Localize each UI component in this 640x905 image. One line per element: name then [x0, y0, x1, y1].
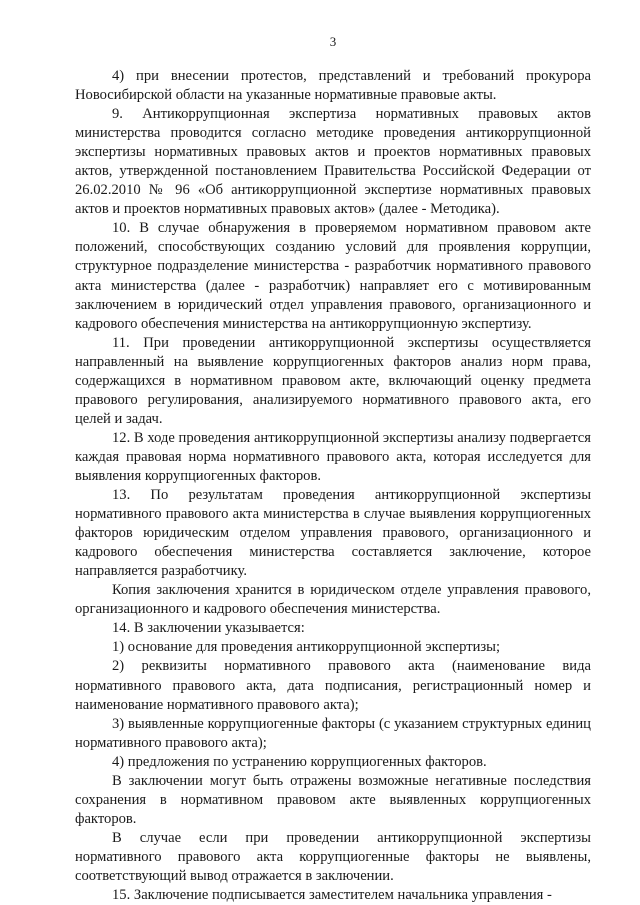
paragraph-list-item-1: 1) основание для проведения антикоррупционной экспертизы;: [112, 639, 501, 656]
paragraph-consequences: В заключении могут быть отражены возможные негативные последствия сохранения в нормативном правовом акте выявленных коррупциогенных факторов.: [75, 772, 591, 827]
paragraph-clause-12: 12. В ходе проведения антикоррупционной экспертизы анализу подвергается каждая правовая норма нормативного правового акта, которая исследуется для выявления коррупциогенных факторов.: [75, 429, 591, 484]
paragraph-list-item-3: 3) выявленные коррупциогенные факторы (с указанием структурных единиц нормативного правового акта);: [75, 715, 591, 751]
paragraph-list-item-2: 2) реквизиты нормативного правового акта (наименование вида нормативного правового акта, дата подписания, регистрационный номер и наименование нормативного правового акта);: [75, 658, 591, 713]
paragraph-item-4: 4) при внесении протестов, представлений и требований прокурора Новосибирской области на указанные нормативные правовые акты.: [75, 68, 591, 104]
paragraph-clause-11: 11. При проведении антикоррупционной экспертизы осуществляется направленный на выявление коррупциогенных факторов анализ норм права, содержащихся в нормативном правовом акте, включающий оценку предмета правового регулирования, анализируемого нормативного правового акта, его целей и задач.: [75, 334, 591, 427]
paragraph-copy-note: Копия заключения хранится в юридическом отделе управления правового, организационного и кадрового обеспечения министерства.: [75, 582, 591, 618]
paragraph-clause-10: 10. В случае обнаружения в проверяемом нормативном правовом акте положений, способствующих созданию условий для проявления коррупции, структурное подразделение министерства - разработчик нормативного правового акта министерства (далее - разработчик) направляет его с мотивированным заключением в юридический отдел управления правового, организационного и кадрового обеспечения министерства на антикоррупционную экспертизу.: [75, 220, 591, 332]
paragraph-clause-15: 15. Заключение подписывается заместителем начальника управления -: [112, 887, 552, 904]
paragraph-clause-14: 14. В заключении указывается:: [112, 620, 305, 637]
paragraph-clause-9: 9. Антикоррупционная экспертиза нормативных правовых актов министерства проводится согласно методике проведения антикоррупционной экспертизы нормативных правовых актов и проектов нормативных правовых актов, утвержденной постановлением Правительства Российской Федерации от 26.02.2010 № 96 «Об антикоррупционной экспертизе нормативных правовых актов и проектов нормативных правовых актов» (далее - Методика).: [75, 106, 591, 218]
paragraph-list-item-4: 4) предложения по устранению коррупциогенных факторов.: [112, 753, 487, 770]
paragraph-no-factors: В случае если при проведении антикоррупционной экспертизы нормативного правового акта коррупциогенные факторы не выявлены, соответствующий вывод отражается в заключении.: [75, 829, 591, 884]
page-number: 3: [329, 34, 337, 49]
paragraph-clause-13: 13. По результатам проведения антикоррупционной экспертизы нормативного правового акта министерства в случае выявления коррупциогенных факторов юридическим отделом управления правового, организационного и кадрового обеспечения министерства составляется заключение, которое направляется разработчику.: [75, 487, 591, 580]
